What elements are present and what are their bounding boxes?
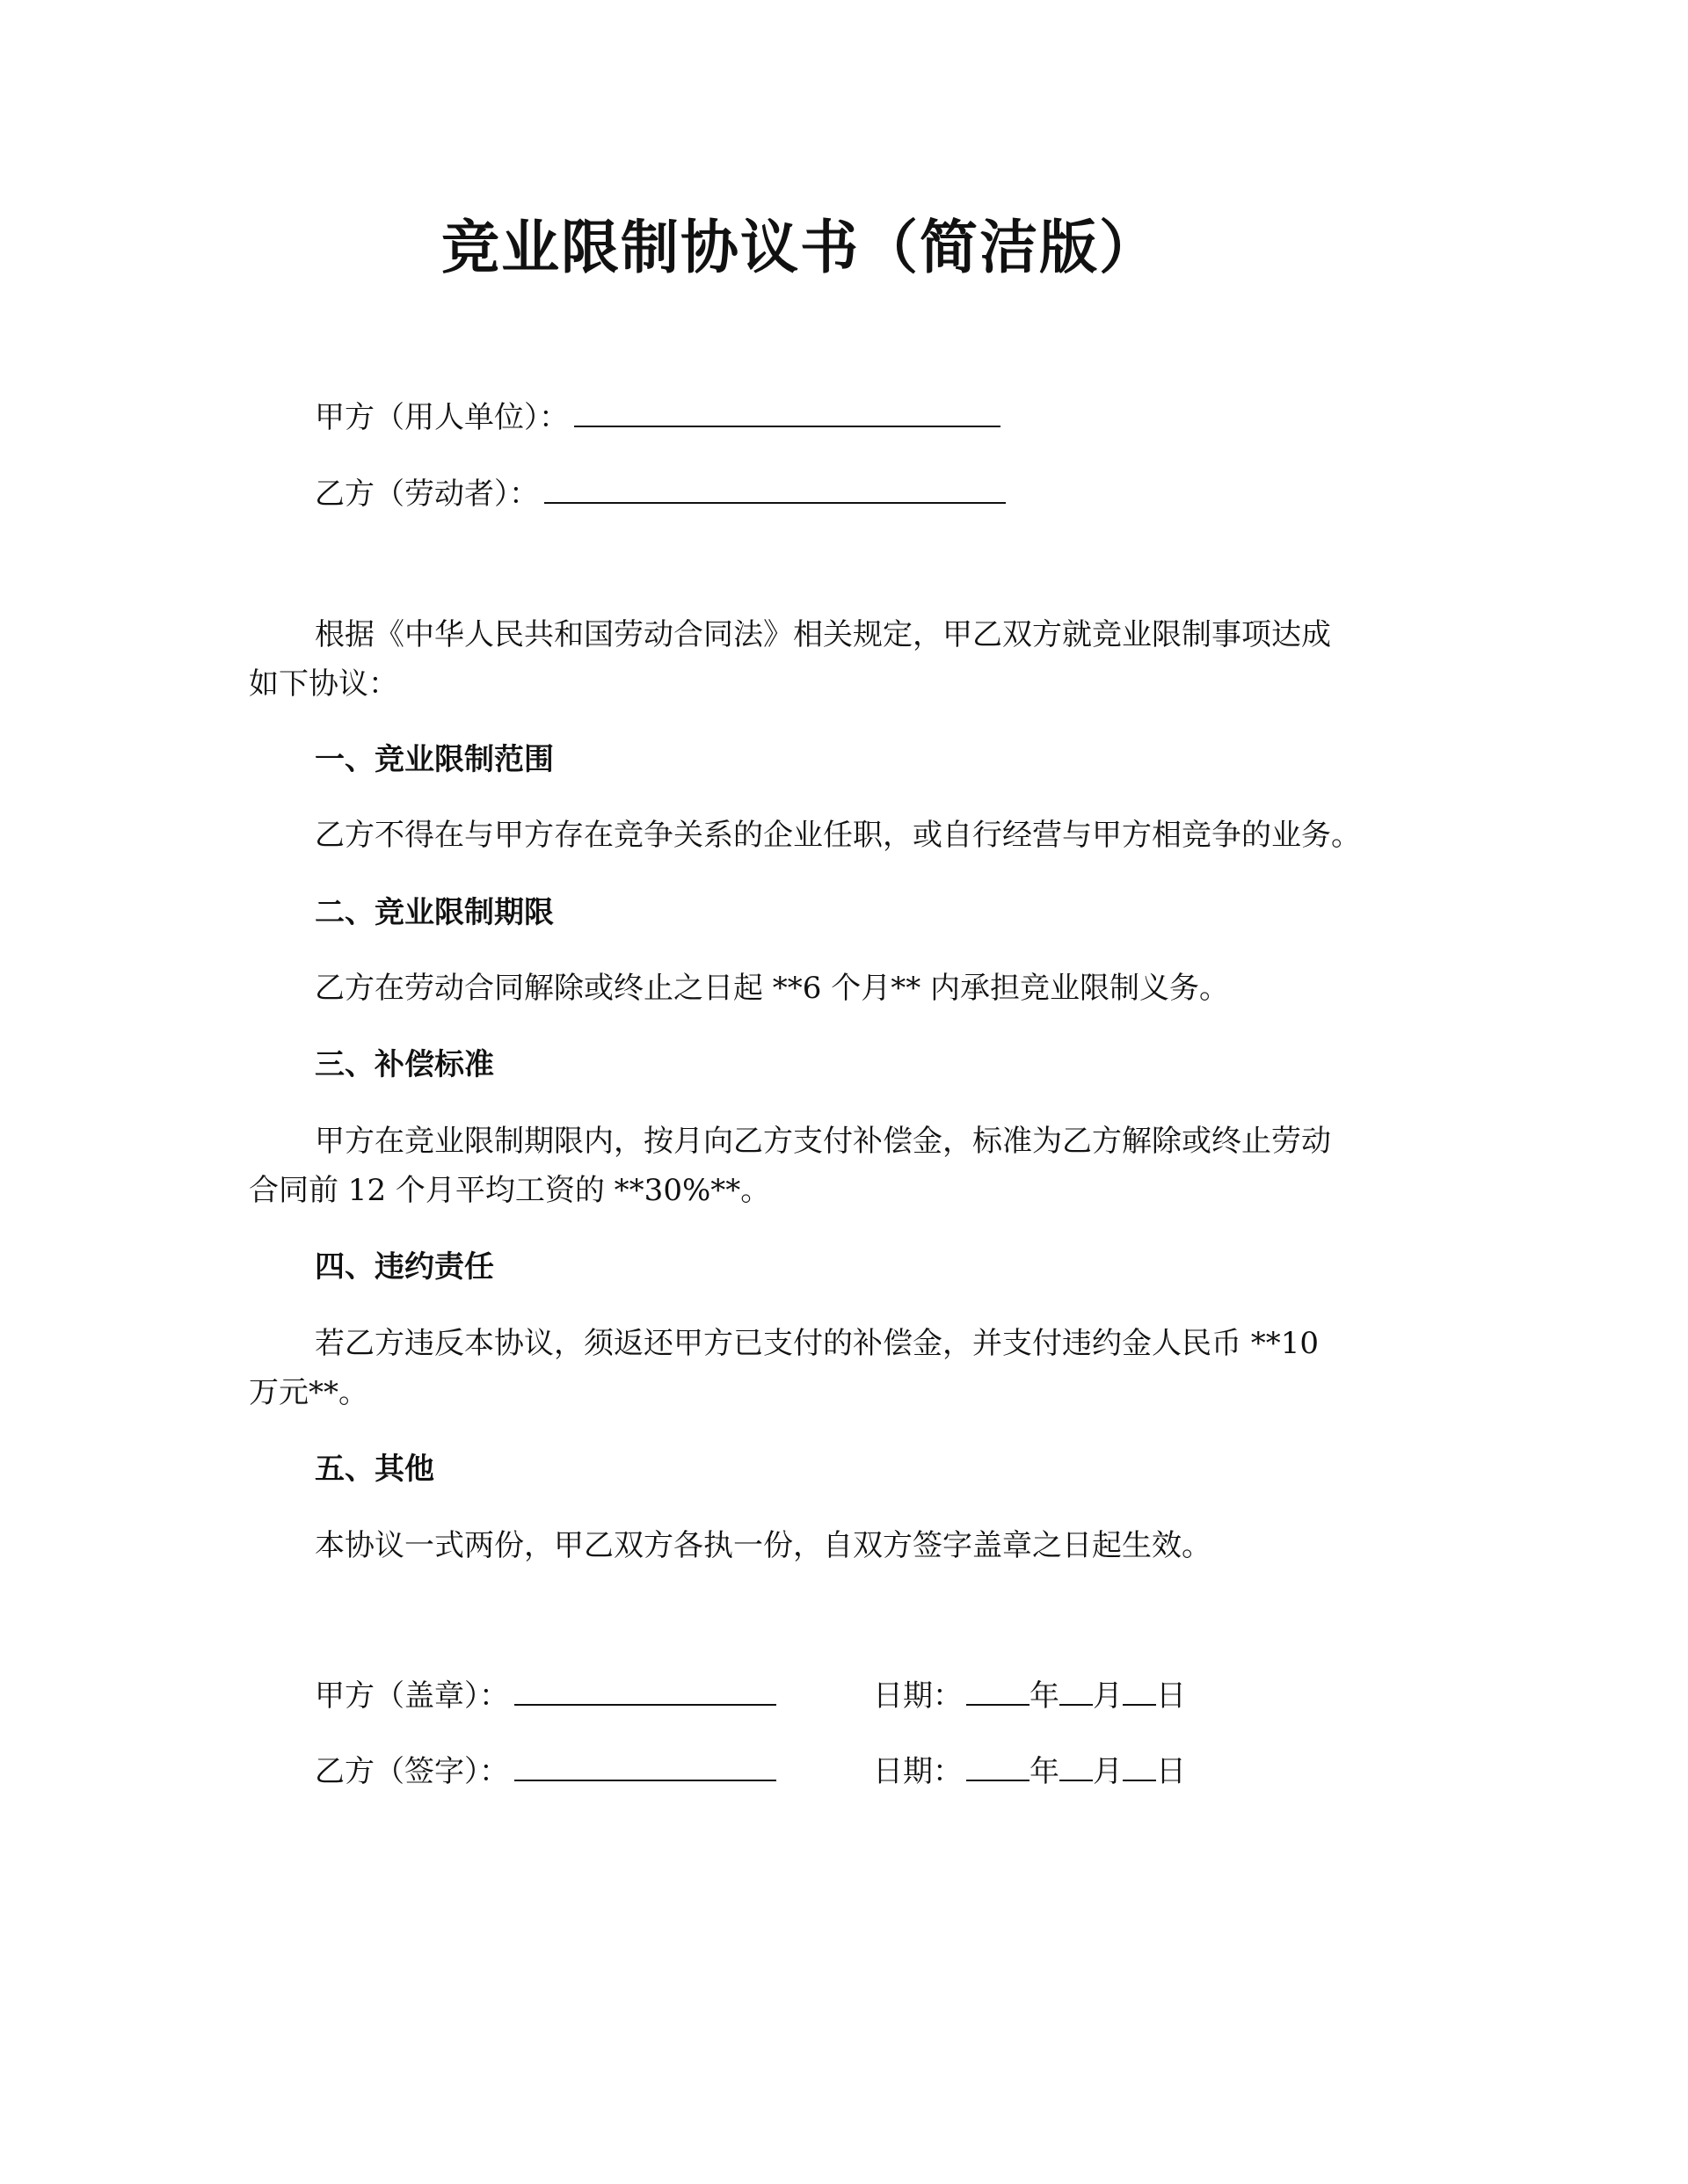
party-a-line (315, 390, 1000, 442)
sign-a-blank[interactable] (514, 1669, 776, 1706)
year-char: 年 (1030, 1678, 1059, 1714)
sign-a-label: 甲方（盖章）： (315, 1678, 509, 1714)
section-heading-other: 五、其他 (315, 1452, 434, 1487)
year-char: 年 (1030, 1754, 1059, 1789)
date-a-month-blank[interactable] (1059, 1669, 1093, 1706)
section-body-compensation (249, 1117, 1444, 1215)
section-body-scope (249, 811, 1444, 860)
party-b-blank[interactable] (544, 467, 1006, 504)
section-heading-compensation: 三、补偿标准 (315, 1047, 494, 1082)
date-b-line (873, 1744, 1186, 1796)
date-b-year-blank[interactable] (966, 1744, 1030, 1781)
party-b-line (315, 467, 1006, 519)
intro-line-2: 如下协议： (249, 666, 398, 702)
date-b-month-blank[interactable] (1059, 1744, 1093, 1781)
date-a-label: 日期： (873, 1678, 963, 1714)
section-body-period (249, 964, 1444, 1013)
party-b-label: 乙方（劳动者）： (315, 477, 539, 512)
day-char: 日 (1156, 1754, 1186, 1789)
date-a-line (873, 1669, 1186, 1721)
sign-b-label: 乙方（签字）： (315, 1754, 509, 1789)
month-char: 月 (1093, 1678, 1123, 1714)
party-a-label: 甲方（用人单位）： (315, 400, 569, 435)
signature-a-line (315, 1669, 776, 1721)
section-heading-scope: 一、竞业限制范围 (315, 742, 554, 777)
section-body-liability (249, 1319, 1444, 1417)
month-char: 月 (1093, 1754, 1123, 1789)
date-a-year-blank[interactable] (966, 1669, 1030, 1706)
section-body-line: 乙方不得在与甲方存在竞争关系的企业任职，或自行经营与甲方相竞争的业务。 (315, 818, 1361, 853)
section-body-line-1: 甲方在竞业限制期限内，按月向乙方支付补偿金，标准为乙方解除或终止劳动 (315, 1124, 1331, 1159)
section-heading-liability: 四、违约责任 (315, 1249, 494, 1285)
date-a-day-blank[interactable] (1123, 1669, 1156, 1706)
document-title: 竞业限制协议书（简洁版） (441, 214, 1159, 281)
party-a-blank[interactable] (574, 390, 1000, 427)
section-body-other (249, 1521, 1444, 1570)
section-heading-period: 二、竞业限制期限 (315, 895, 554, 930)
section-body-line-2: 合同前 12 个月平均工资的 **30%**。 (249, 1173, 771, 1208)
date-b-day-blank[interactable] (1123, 1744, 1156, 1781)
section-body-line-2: 万元**。 (249, 1375, 368, 1410)
sign-b-blank[interactable] (514, 1744, 776, 1781)
section-body-line-1: 若乙方违反本协议，须返还甲方已支付的补偿金，并支付违约金人民币 **10 (315, 1326, 1320, 1361)
signature-b-line (315, 1744, 776, 1796)
day-char: 日 (1156, 1678, 1186, 1714)
section-body-line: 乙方在劳动合同解除或终止之日起 **6 个月** 内承担竞业限制义务。 (315, 971, 1230, 1006)
date-b-label: 日期： (873, 1754, 963, 1789)
section-body-line: 本协议一式两份，甲乙双方各执一份，自双方签字盖章之日起生效。 (315, 1528, 1211, 1563)
intro-line-1: 根据《中华人民共和国劳动合同法》相关规定，甲乙双方就竞业限制事项达成 (315, 617, 1331, 652)
intro-paragraph (249, 610, 1444, 709)
